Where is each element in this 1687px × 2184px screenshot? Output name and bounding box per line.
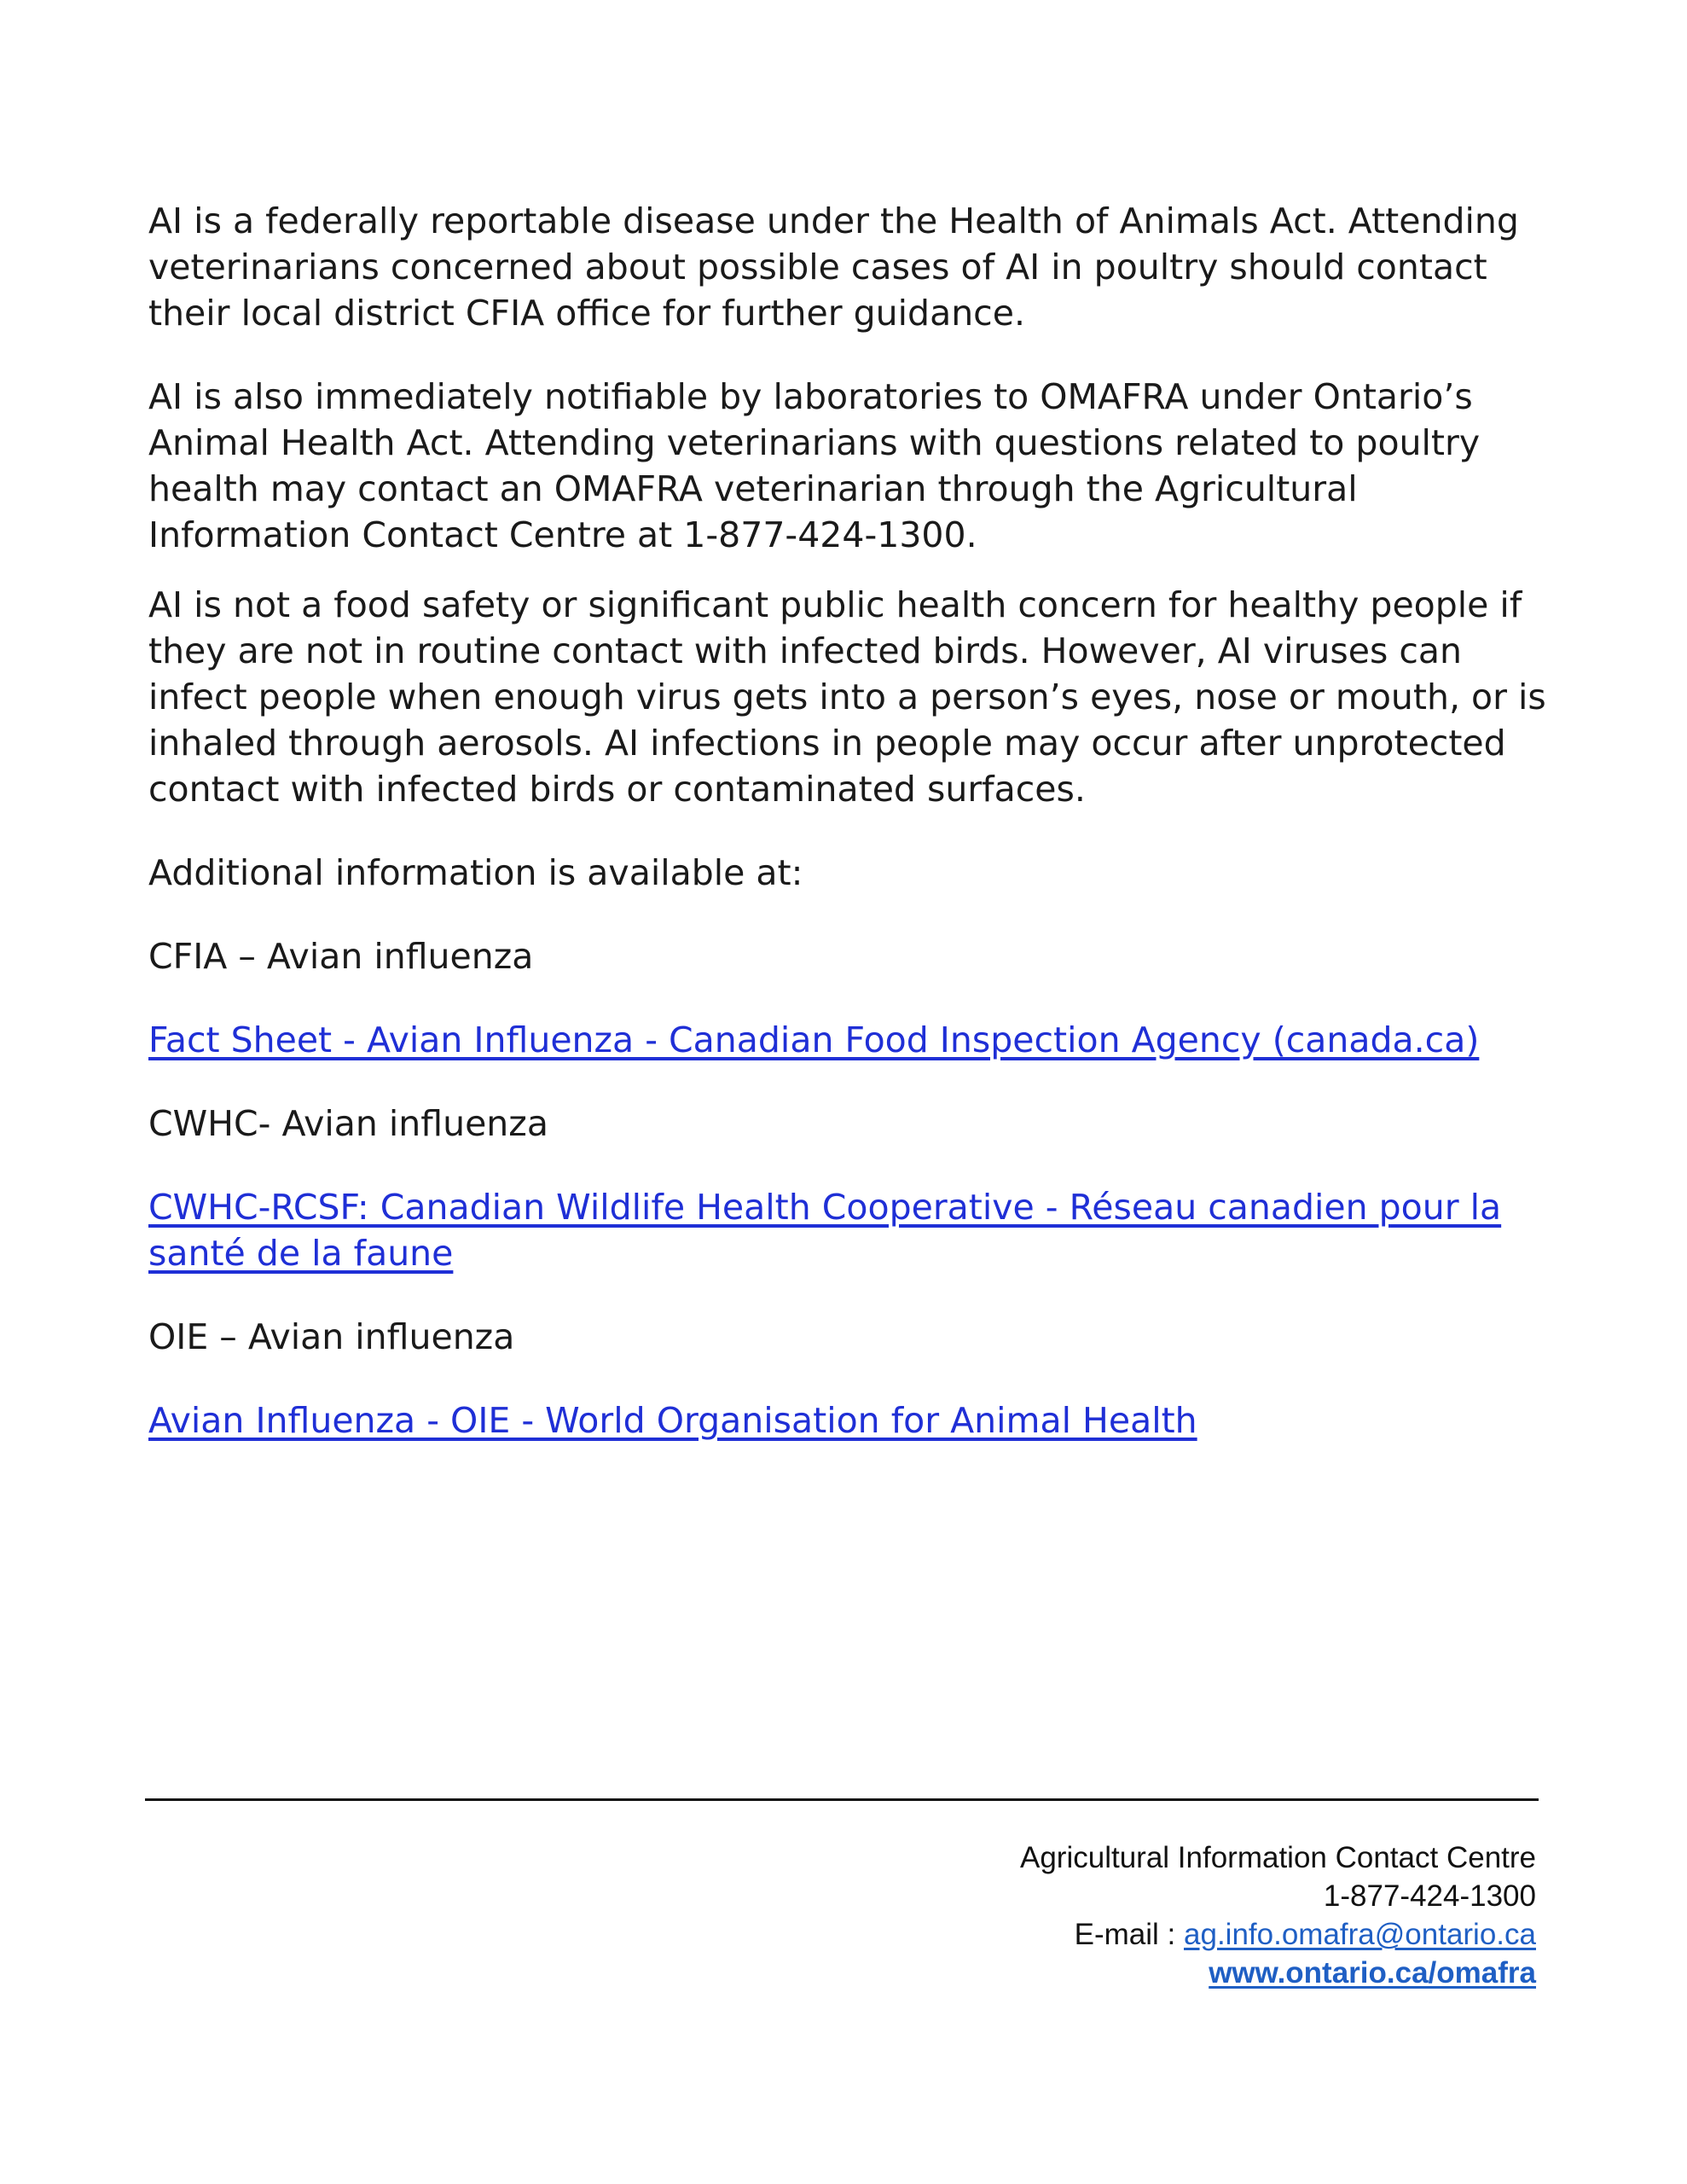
footer-contact [1020, 1838, 1536, 1992]
cwhc-link[interactable]: CWHC-RCSF: Canadian Wildlife Health Cooperative - Réseau canadien pour la santé de la faune [148, 1187, 1502, 1274]
footer-website-link[interactable]: www.ontario.ca/omafra [1209, 1956, 1536, 1989]
resource-heading-cfia: CFIA – Avian influenza [148, 936, 534, 977]
paragraph-reportable: AI is a federally reportable disease under the Health of Animals Act. Attending veterinarians concerned about possible cases of AI in poultry should contact their local district CFIA office for further guidance. [148, 200, 1519, 334]
paragraph-public-health: AI is not a food safety or significant public health concern for healthy people if they are not in routine contact with infected birds. However, AI viruses can infect people when enough virus gets into a person’s eyes, nose or mouth, or is inhaled through aerosols. AI infections in people may occur after unprotected contact with infected birds or contaminated surfaces. [148, 584, 1546, 810]
footer-email-row [1020, 1915, 1536, 1954]
resource-heading-cwhc: CWHC- Avian influenza [148, 1103, 548, 1144]
paragraph-notifiable: AI is also immediately notifiable by laboratories to OMAFRA under Ontario’s Animal Health Act. Attending veterinarians with questions related to poultry health may contact an OMAFRA veterinarian through the Agricultural Information Contact Centre at 1-877-424-1300. [148, 376, 1481, 555]
additional-info-heading: Additional information is available at: [148, 852, 803, 893]
footer-email-link[interactable]: ag.info.omafra@ontario.ca [1184, 1918, 1536, 1951]
document-body [148, 198, 1547, 1443]
cfia-fact-sheet-link[interactable]: Fact Sheet - Avian Influenza - Canadian Food Inspection Agency (canada.ca) [148, 1019, 1480, 1060]
oie-link[interactable]: Avian Influenza - OIE - World Organisation for Animal Health [148, 1400, 1197, 1441]
footer-divider [145, 1798, 1539, 1801]
footer-org-name: Agricultural Information Contact Centre [1020, 1841, 1536, 1874]
footer-email-label: E-mail : [1074, 1918, 1185, 1951]
resource-heading-oie: OIE – Avian influenza [148, 1316, 515, 1357]
footer-phone: 1-877-424-1300 [1323, 1879, 1536, 1913]
